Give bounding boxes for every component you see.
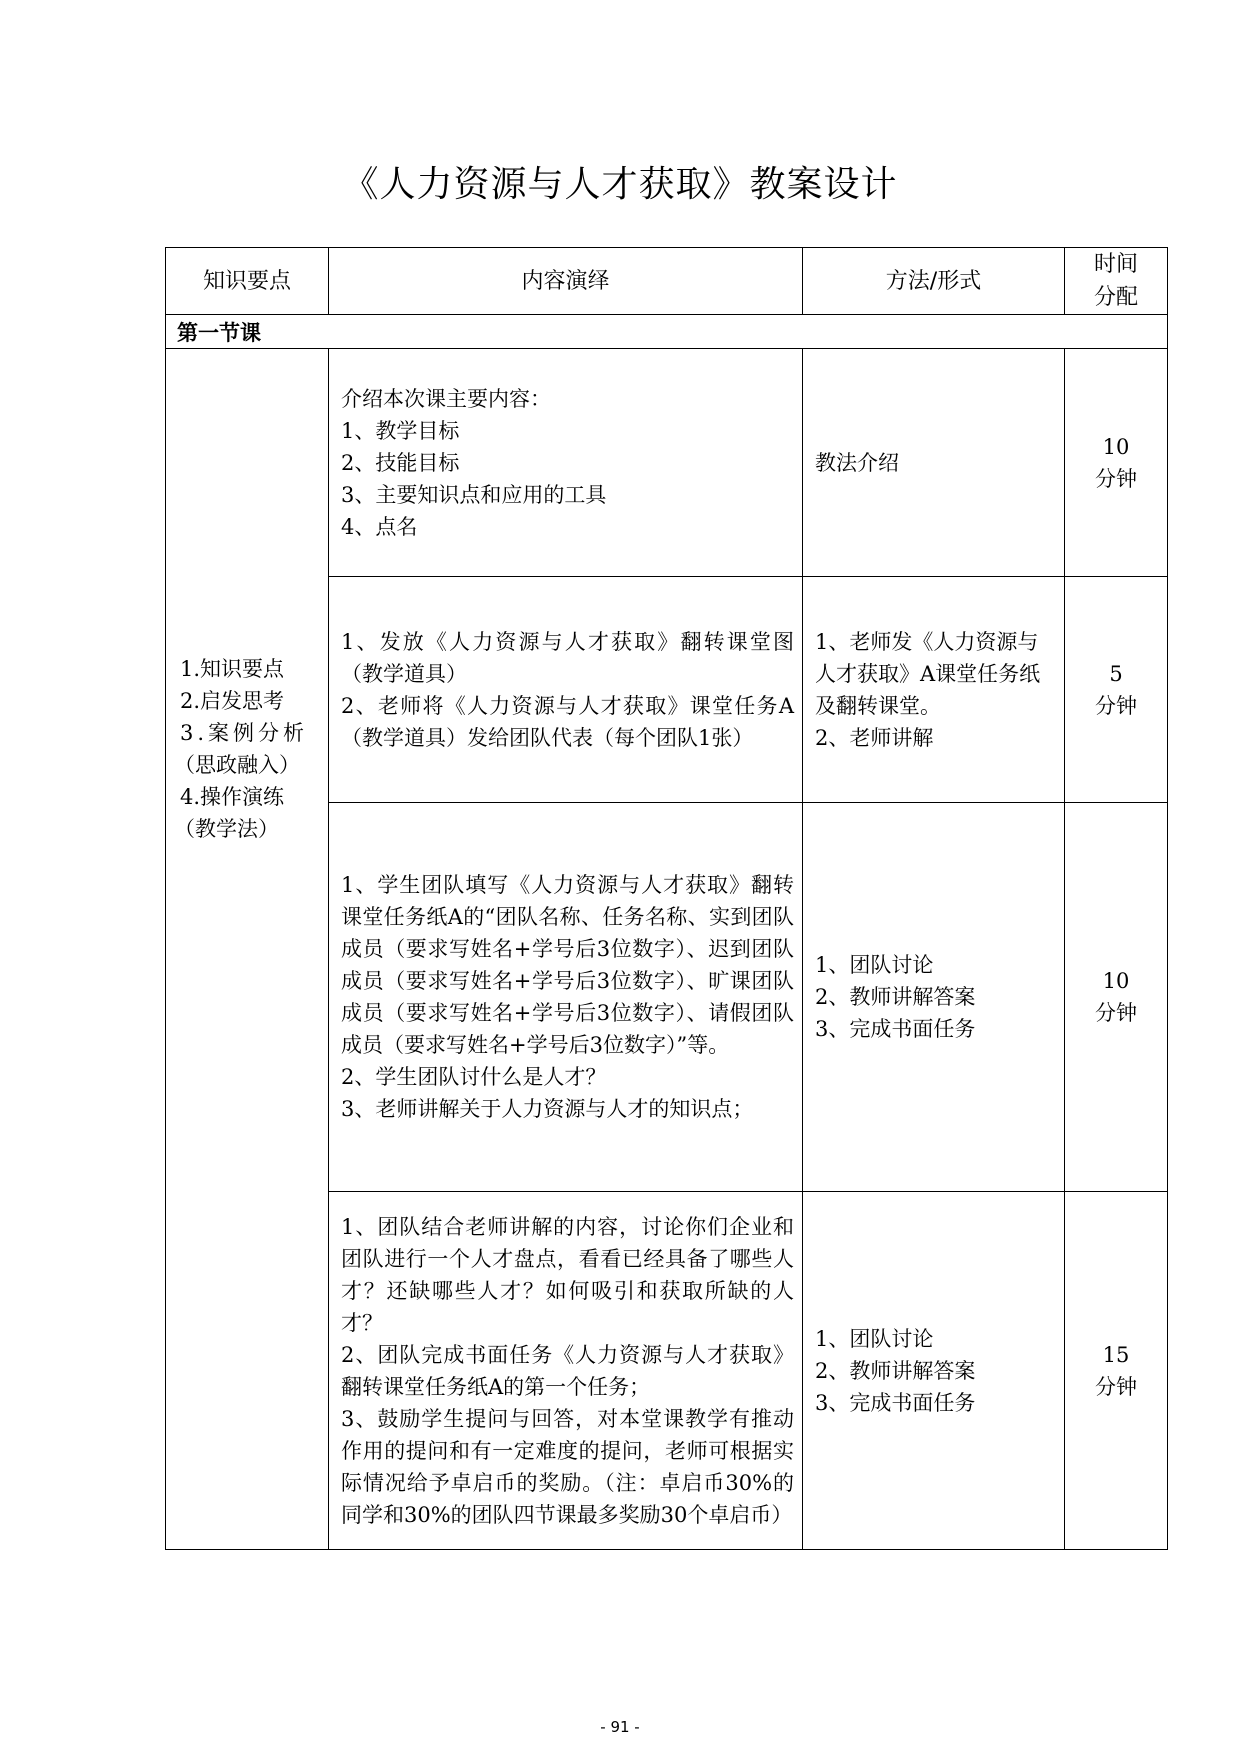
time-cell bbox=[1065, 577, 1168, 803]
content-line: 3、鼓励学生提问与回答，对本堂课教学有推动作用的提问和有一定难度的提问，老师可根据实际情况给予卓启币的奖励。（注：卓启币30%的同学和30%的团队四节课最多奖励30个卓启币） bbox=[341, 1406, 794, 1527]
method-line: 教法介绍 bbox=[815, 450, 899, 475]
content-line: 3、老师讲解关于人力资源与人才的知识点； bbox=[341, 1097, 754, 1121]
header-time bbox=[1065, 248, 1168, 315]
knowledge-point: 1.知识要点 bbox=[180, 657, 285, 681]
knowledge-point: 2.启发思考 bbox=[180, 689, 285, 713]
knowledge-point: 4.操作演练 bbox=[180, 785, 285, 809]
content-line: 介绍本次课主要内容： bbox=[341, 386, 551, 411]
time-value: 10 bbox=[1102, 969, 1130, 993]
time-unit: 分钟 bbox=[1095, 466, 1137, 491]
content-line: 1、团队结合老师讲解的内容，讨论你们企业和团队进行一个人才盘点，看看已经具备了哪些人才？还缺哪些人才？如何吸引和获取所缺的人才？ bbox=[341, 1214, 794, 1335]
header-knowledge: 知识要点 bbox=[166, 248, 329, 315]
method-line: 2、教师讲解答案 bbox=[815, 1358, 976, 1383]
content-cell bbox=[329, 1192, 803, 1550]
method-line: 1、老师发《人力资源与人才获取》A课堂任务纸及翻转课堂。 bbox=[815, 629, 1041, 718]
header-content: 内容演绎 bbox=[329, 248, 803, 315]
time-value: 15 bbox=[1102, 1342, 1130, 1367]
knowledge-point: （教学法） bbox=[174, 817, 279, 841]
time-value: 10 bbox=[1102, 434, 1130, 459]
method-line: 2、教师讲解答案 bbox=[815, 985, 976, 1009]
knowledge-point: （思政融入） bbox=[174, 753, 300, 777]
section-row bbox=[166, 315, 1168, 349]
page-title: 《人力资源与人才获取》教案设计 bbox=[342, 164, 898, 205]
content-line: 1、教学目标 bbox=[341, 418, 460, 443]
time-unit: 分钟 bbox=[1095, 1374, 1137, 1399]
content-line: 2、学生团队讨什么是人才？ bbox=[341, 1065, 607, 1089]
lesson-plan-table bbox=[165, 247, 1168, 1550]
header-time-line2: 分配 bbox=[1093, 285, 1138, 310]
table-row bbox=[166, 349, 1168, 577]
time-cell bbox=[1065, 803, 1168, 1192]
method-cell bbox=[803, 349, 1065, 577]
method-cell bbox=[803, 1192, 1065, 1550]
content-cell bbox=[329, 803, 803, 1192]
header-time-line1: 时间 bbox=[1093, 252, 1138, 277]
content-line: 1、学生团队填写《人力资源与人才获取》翻转课堂任务纸A的“团队名称、任务名称、实到团队成员（要求写姓名+学号后3位数字）、迟到团队成员（要求写姓名+学号后3位数字）、旷课团队成员（要求写姓名+学号后3位数字）、请假团队成员（要求写姓名+学号后3位数字）”等。 bbox=[341, 873, 794, 1057]
knowledge-points-cell bbox=[166, 349, 329, 1550]
time-unit: 分钟 bbox=[1095, 693, 1137, 718]
content-line: 3、主要知识点和应用的工具 bbox=[341, 482, 607, 507]
method-line: 1、团队讨论 bbox=[815, 953, 934, 977]
time-value: 5 bbox=[1109, 661, 1123, 686]
page-number: - 91 - bbox=[600, 1718, 640, 1736]
method-line: 2、老师讲解 bbox=[815, 725, 934, 750]
content-cell bbox=[329, 349, 803, 577]
content-line: 2、技能目标 bbox=[341, 450, 460, 475]
method-cell bbox=[803, 803, 1065, 1192]
content-line: 2、老师将《人力资源与人才获取》课堂任务A（教学道具）发给团队代表（每个团队1张） bbox=[341, 693, 794, 750]
time-cell bbox=[1065, 1192, 1168, 1550]
method-line: 3、完成书面任务 bbox=[815, 1390, 976, 1415]
knowledge-point: 3.案例分析 bbox=[180, 721, 309, 745]
time-unit: 分钟 bbox=[1095, 1001, 1137, 1025]
section-title: 第一节课 bbox=[166, 315, 1168, 349]
method-line: 3、完成书面任务 bbox=[815, 1017, 976, 1041]
header-row bbox=[166, 248, 1168, 315]
content-cell bbox=[329, 577, 803, 803]
header-method: 方法/形式 bbox=[803, 248, 1065, 315]
content-line: 4、点名 bbox=[341, 514, 418, 539]
method-line: 1、团队讨论 bbox=[815, 1326, 934, 1351]
content-line: 2、团队完成书面任务《人力资源与人才获取》翻转课堂任务纸A的第一个任务； bbox=[341, 1342, 794, 1399]
time-cell bbox=[1065, 349, 1168, 577]
method-cell bbox=[803, 577, 1065, 803]
content-line: 1、发放《人力资源与人才获取》翻转课堂图（教学道具） bbox=[341, 629, 794, 686]
